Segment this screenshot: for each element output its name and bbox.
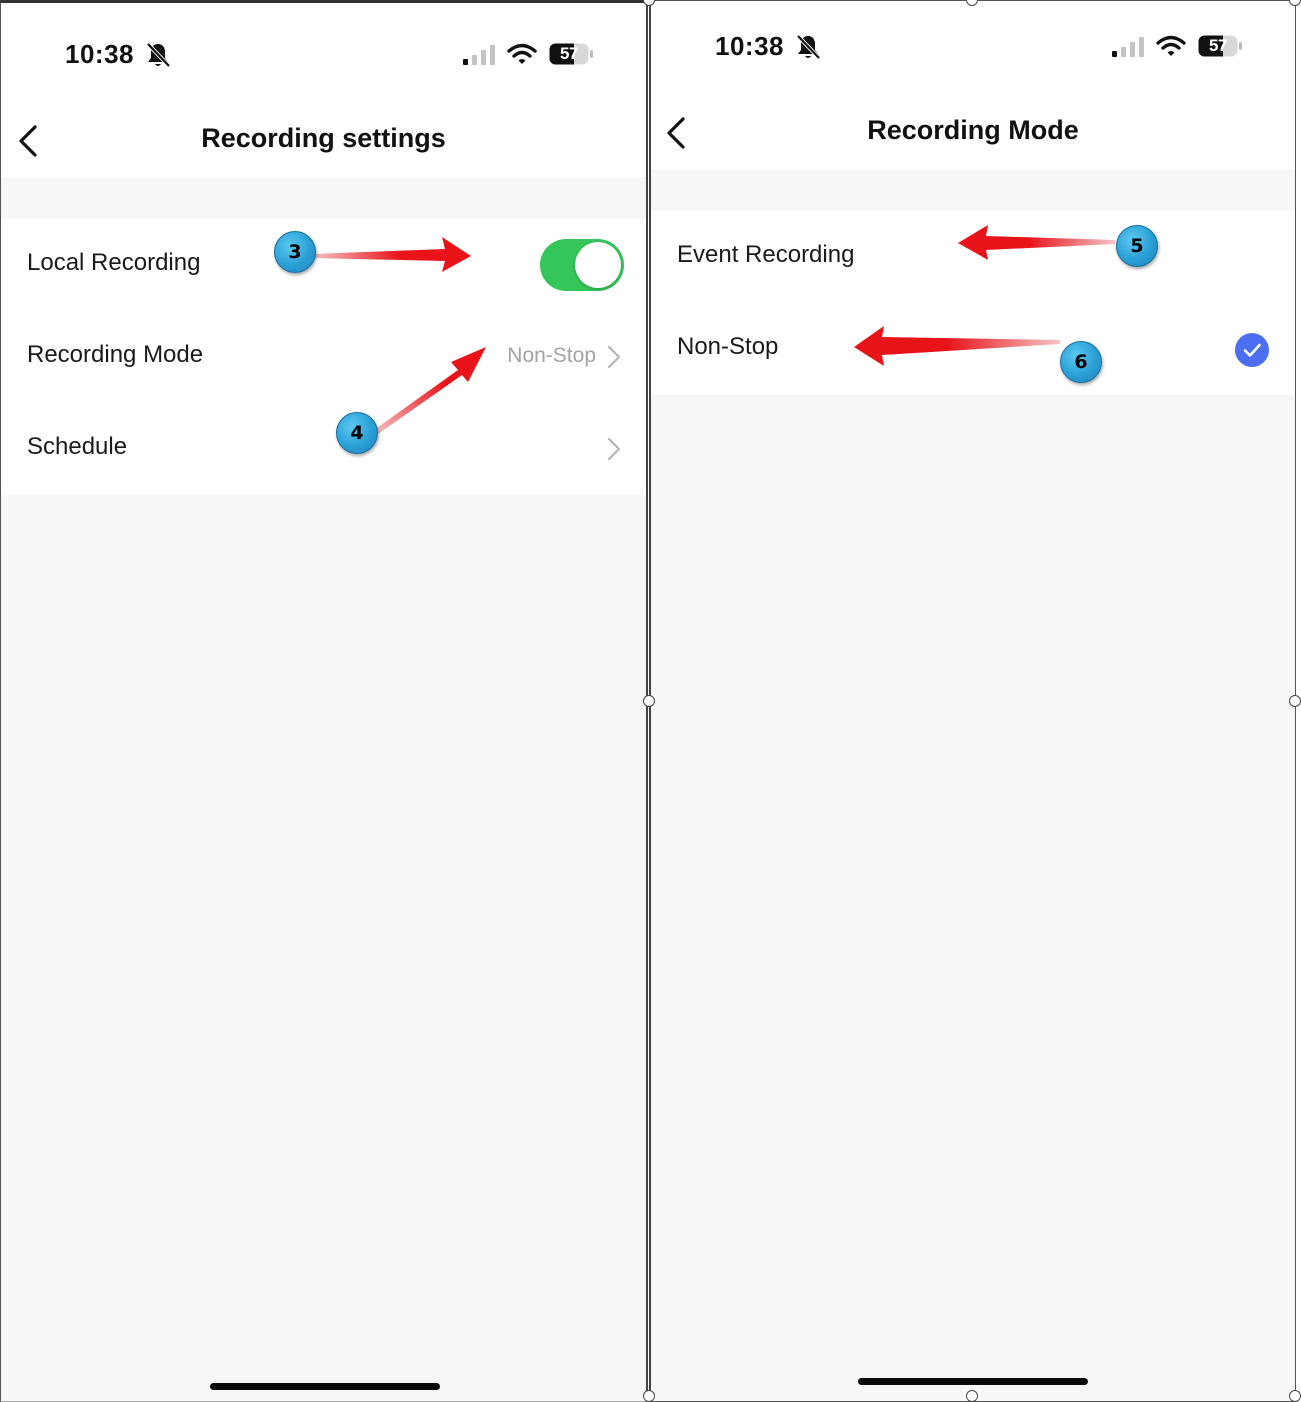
settings-list — [1, 219, 646, 495]
status-bar — [1, 3, 646, 103]
annotation-badge-4: 4 — [336, 412, 378, 454]
schedule-row[interactable] — [1, 403, 646, 495]
battery-level: 57 — [1209, 36, 1227, 55]
selection-handle[interactable] — [966, 1390, 978, 1402]
battery-level: 57 — [560, 44, 578, 63]
status-bar — [651, 1, 1295, 95]
recording-mode-row[interactable] — [1, 311, 646, 403]
selection-handle[interactable] — [1289, 695, 1301, 707]
annotation-badge-5: 5 — [1116, 225, 1158, 267]
screen-recording-settings — [0, 0, 648, 1402]
home-indicator — [210, 1383, 440, 1390]
annotation-badge-3: 3 — [274, 231, 316, 273]
page-title: Recording Mode — [867, 115, 1079, 145]
selection-handle[interactable] — [643, 695, 655, 707]
toggle-knob — [575, 242, 621, 288]
page-title: Recording settings — [201, 123, 446, 153]
wifi-icon — [507, 43, 537, 65]
checkmark-icon — [1235, 333, 1269, 367]
navigation-bar — [651, 95, 1295, 169]
option-label: Non-Stop — [677, 333, 779, 360]
option-non-stop[interactable] — [651, 303, 1295, 395]
option-label: Event Recording — [677, 241, 855, 268]
annotation-badge-6: 6 — [1060, 341, 1102, 383]
status-time: 10:38 — [715, 31, 784, 61]
local-recording-label: Local Recording — [27, 249, 201, 276]
screen-recording-mode — [649, 0, 1296, 1402]
status-time: 10:38 — [65, 39, 134, 69]
selected-check[interactable] — [1235, 333, 1269, 367]
battery-icon — [549, 43, 589, 65]
local-recording-row — [1, 219, 646, 311]
local-recording-toggle[interactable] — [540, 239, 624, 291]
selection-handle[interactable] — [1289, 1390, 1301, 1402]
bell-slash-icon — [795, 33, 821, 61]
mode-options-list — [651, 211, 1295, 395]
home-indicator — [858, 1378, 1088, 1385]
recording-mode-label: Recording Mode — [27, 341, 204, 368]
wifi-icon — [1156, 35, 1186, 57]
option-event-recording[interactable] — [651, 211, 1295, 303]
cellular-signal-icon — [463, 45, 497, 65]
selection-handle[interactable] — [643, 1390, 655, 1402]
battery-icon — [1198, 35, 1238, 57]
chevron-right-icon — [605, 343, 623, 371]
navigation-bar — [1, 103, 646, 177]
recording-mode-value: Non-Stop — [507, 344, 596, 367]
cellular-signal-icon — [1112, 37, 1146, 57]
chevron-right-icon — [605, 435, 623, 463]
schedule-label: Schedule — [27, 433, 128, 460]
bell-slash-icon — [145, 41, 171, 69]
